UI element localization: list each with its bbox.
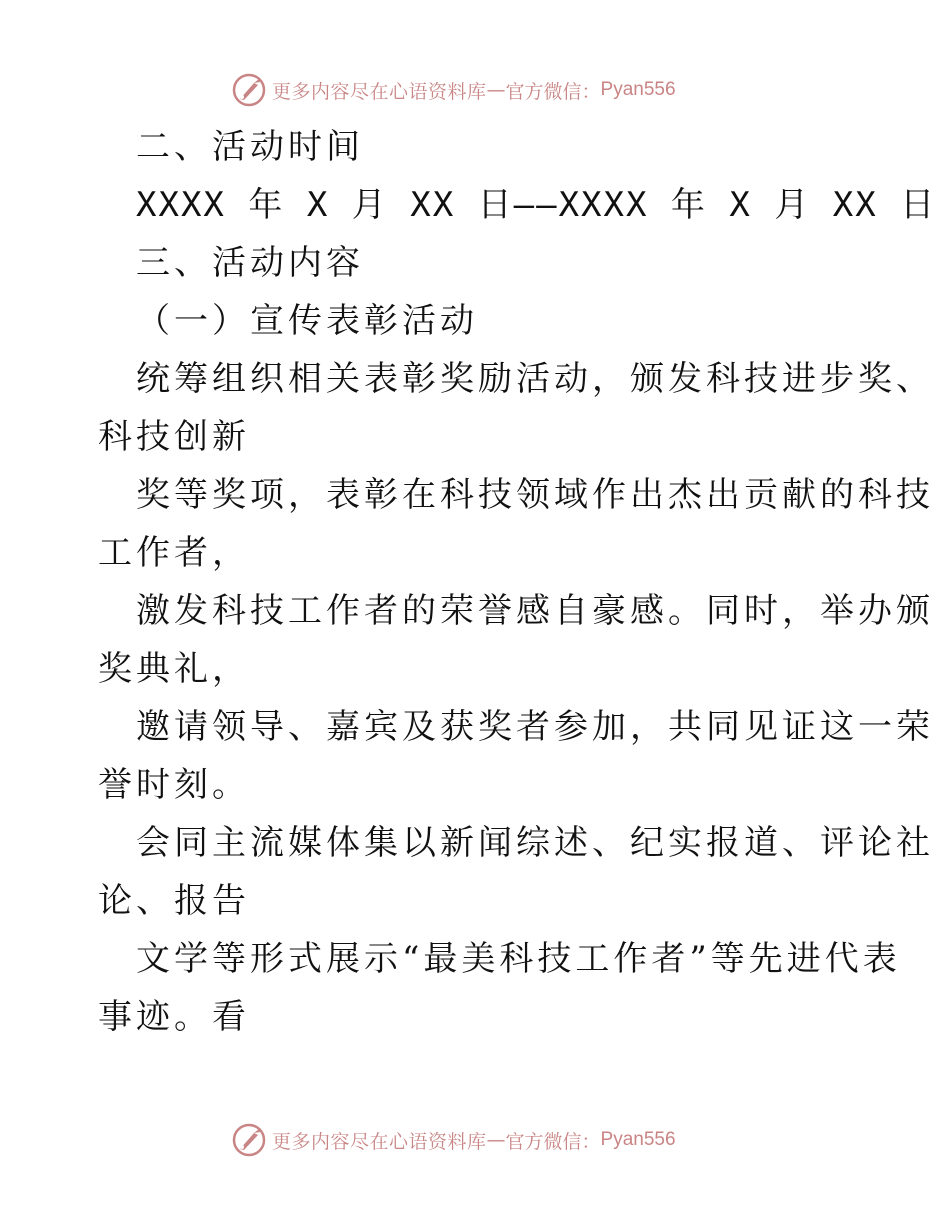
paragraph-line: 誉时刻。 xyxy=(98,765,250,805)
paragraph-line: 论、报告 xyxy=(98,881,250,921)
section-heading-content: 三、活动内容 xyxy=(136,243,364,283)
paragraph-line: 科技创新 xyxy=(98,417,250,457)
paragraph-line: 文学等形式展示“最美科技工作者”等先进代表 xyxy=(136,939,901,979)
paragraph-line: 奖等奖项，表彰在科技领域作出杰出贡献的科技 xyxy=(136,475,934,515)
date-range-line: XXXX 年 X 月 XX 日——XXXX 年 X 月 XX 日 xyxy=(136,185,937,225)
watermark-dash: — xyxy=(486,79,506,101)
paragraph-line: 统筹组织相关表彰奖励活动，颁发科技进步奖、 xyxy=(136,359,934,399)
quill-logo-icon xyxy=(232,1123,266,1157)
paragraph-line: 工作者， xyxy=(98,533,250,573)
watermark-text: 更多内容尽在心语资料库 xyxy=(272,80,487,103)
paragraph-line: 奖典礼， xyxy=(98,649,250,689)
watermark-text: 更多内容尽在心语资料库 xyxy=(272,1130,487,1153)
header-watermark xyxy=(232,70,752,110)
subsection-heading-publicity: （一）宣传表彰活动 xyxy=(136,301,478,341)
watermark-dash: — xyxy=(486,1129,506,1151)
paragraph-line: 事迹。看 xyxy=(98,997,250,1037)
watermark-wechat-label: 官方微信： xyxy=(505,1130,601,1153)
watermark-wechat-id: Pyan556 xyxy=(600,79,676,100)
paragraph-line: 会同主流媒体集以新闻综述、纪实报道、评论社 xyxy=(136,823,934,863)
watermark-wechat-id: Pyan556 xyxy=(600,1129,676,1150)
quill-logo-icon xyxy=(232,73,266,107)
paragraph-line: 邀请领导、嘉宾及获奖者参加，共同见证这一荣 xyxy=(136,707,934,747)
watermark-wechat-label: 官方微信： xyxy=(505,80,601,103)
paragraph-line: 激发科技工作者的荣誉感自豪感。同时，举办颁 xyxy=(136,591,934,631)
section-heading-time: 二、活动时间 xyxy=(136,127,364,167)
footer-watermark xyxy=(232,1120,752,1160)
